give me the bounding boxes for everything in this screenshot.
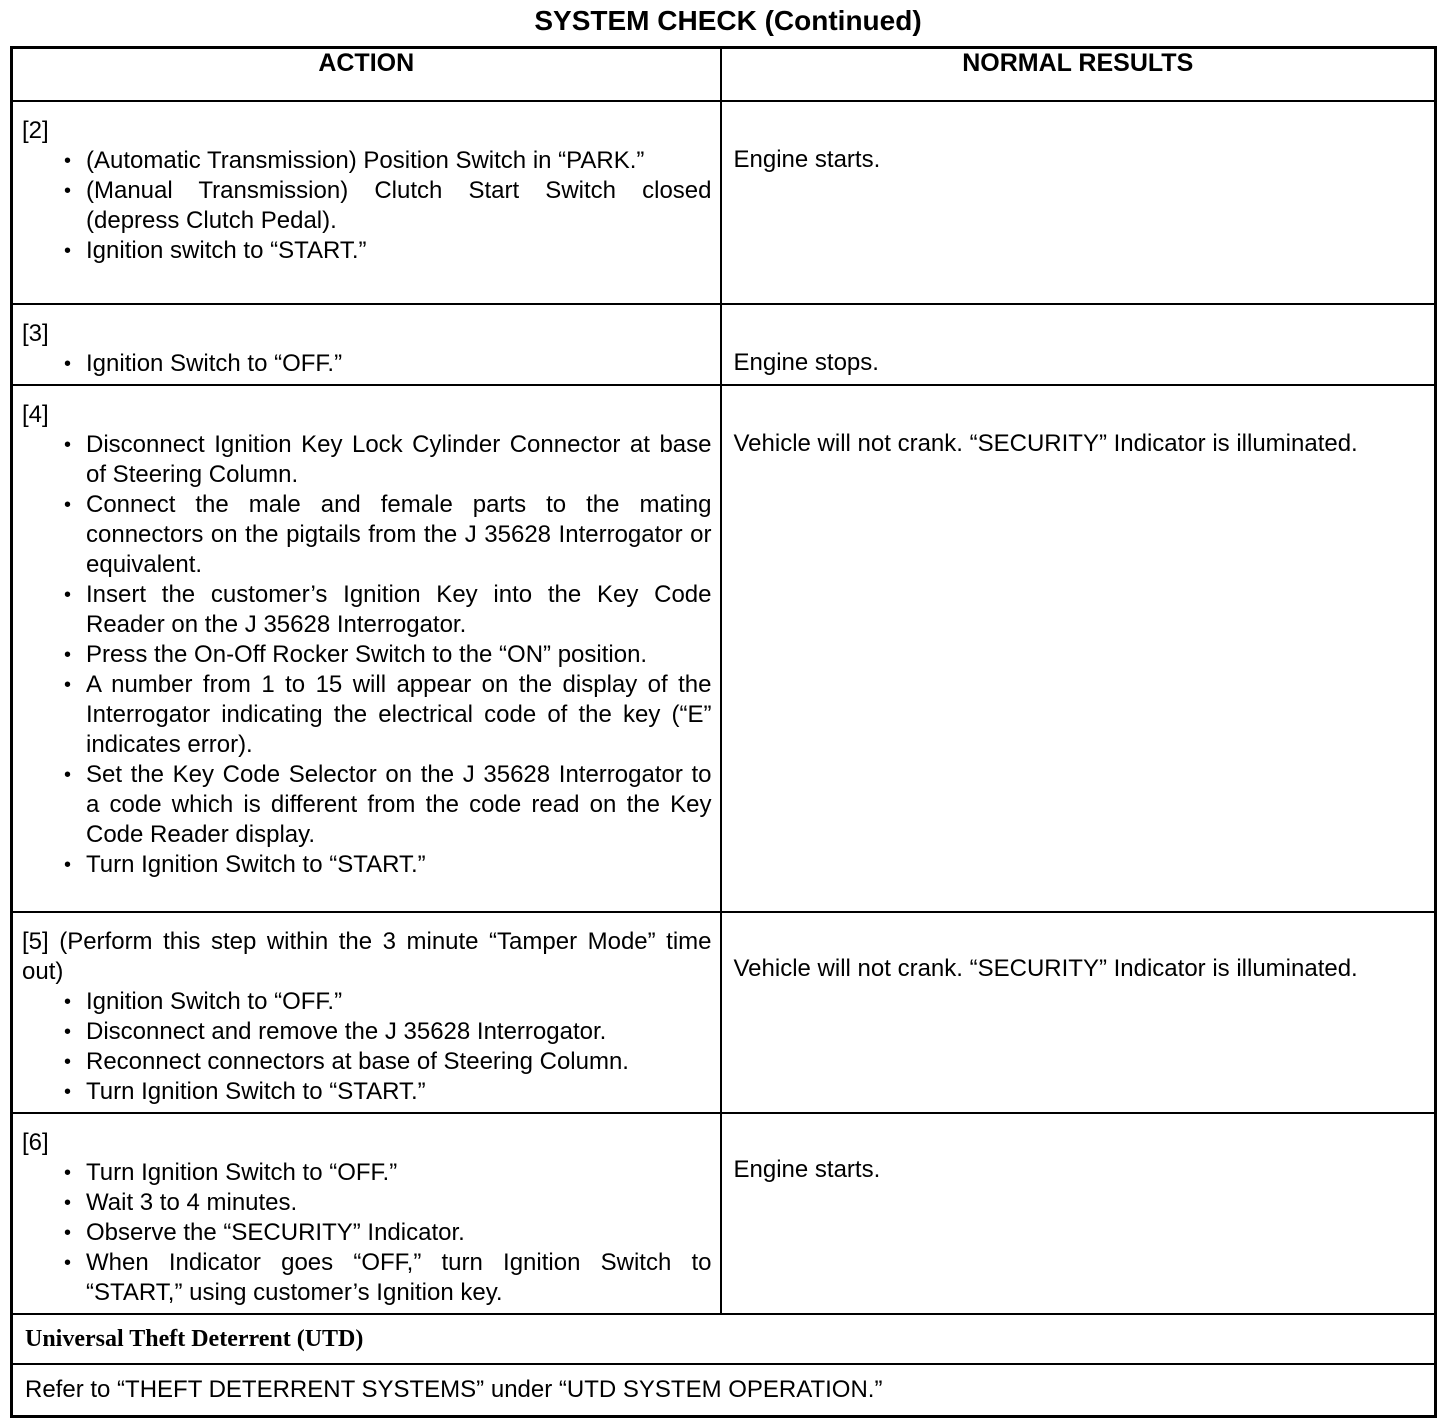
step-label: [6] bbox=[22, 1129, 49, 1156]
list-item: • Observe the “SECURITY” Indicator. bbox=[64, 1218, 712, 1248]
step-label: [2] bbox=[22, 117, 49, 144]
step-label: [3] bbox=[22, 320, 49, 347]
action-column-header: ACTION bbox=[12, 48, 721, 102]
action-cell bbox=[12, 304, 721, 385]
list-item: • Turn Ignition Switch to “OFF.” bbox=[64, 1158, 712, 1188]
utd-text-row bbox=[12, 1364, 1436, 1417]
list-item: • Disconnect and remove the J 35628 Interrogator. bbox=[64, 1017, 712, 1047]
result-text: Vehicle will not crank. “SECURITY” Indicator is illuminated. bbox=[733, 430, 1358, 457]
action-list bbox=[22, 430, 712, 880]
action-cell bbox=[12, 912, 721, 1113]
list-item: • Set the Key Code Selector on the J 35628 Interrogator to a code which is different from the code read on the Key Code Reader display. bbox=[64, 760, 712, 850]
action-cell bbox=[12, 1113, 721, 1314]
list-item: • A number from 1 to 15 will appear on the display of the Interrogator indicating the electrical code of the key (“E” indicates error). bbox=[64, 670, 712, 760]
list-item: • When Indicator goes “OFF,” turn Ignition Switch to “START,” using customer’s Ignition key. bbox=[64, 1248, 712, 1308]
result-text: Vehicle will not crank. “SECURITY” Indicator is illuminated. bbox=[733, 955, 1358, 982]
system-check-table bbox=[10, 46, 1437, 1418]
list-item: • Turn Ignition Switch to “START.” bbox=[64, 1077, 712, 1107]
result-cell bbox=[721, 912, 1436, 1113]
table-row bbox=[12, 304, 1436, 385]
result-text: Engine starts. bbox=[733, 1156, 881, 1183]
action-list bbox=[22, 349, 712, 379]
normal-results-column-header: NORMAL RESULTS bbox=[721, 48, 1436, 102]
table-row bbox=[12, 912, 1436, 1113]
list-item: • Reconnect connectors at base of Steering Column. bbox=[64, 1047, 712, 1077]
result-cell bbox=[721, 1113, 1436, 1314]
step-label: [5] (Perform this step within the 3 minute “Tamper Mode” time out) bbox=[22, 928, 712, 985]
page-title: SYSTEM CHECK (Continued) bbox=[534, 5, 922, 36]
table-row bbox=[12, 1113, 1436, 1314]
result-cell bbox=[721, 101, 1436, 304]
list-item: • Disconnect Ignition Key Lock Cylinder Connector at base of Steering Column. bbox=[64, 430, 712, 490]
list-item: • Ignition Switch to “OFF.” bbox=[64, 349, 712, 379]
action-cell bbox=[12, 101, 721, 304]
result-cell bbox=[721, 304, 1436, 385]
table-row bbox=[12, 385, 1436, 912]
list-item: • Wait 3 to 4 minutes. bbox=[64, 1188, 712, 1218]
action-cell bbox=[12, 385, 721, 912]
action-list bbox=[22, 987, 712, 1107]
result-cell bbox=[721, 385, 1436, 912]
result-text: Engine starts. bbox=[733, 146, 881, 173]
action-list bbox=[22, 146, 712, 266]
utd-reference-text: Refer to “THEFT DETERRENT SYSTEMS” under “UTD SYSTEM OPERATION.” bbox=[12, 1364, 1436, 1417]
list-item: • Turn Ignition Switch to “START.” bbox=[64, 850, 712, 880]
list-item: • Ignition Switch to “OFF.” bbox=[64, 987, 712, 1017]
table-row bbox=[12, 101, 1436, 304]
list-item: • Ignition switch to “START.” bbox=[64, 236, 712, 266]
list-item: • Press the On-Off Rocker Switch to the “ON” position. bbox=[64, 640, 712, 670]
table-header-row bbox=[12, 48, 1436, 102]
list-item: • Insert the customer’s Ignition Key into the Key Code Reader on the J 35628 Interrogator. bbox=[64, 580, 712, 640]
list-item: • (Manual Transmission) Clutch Start Switch closed (depress Clutch Pedal). bbox=[64, 176, 712, 236]
utd-heading-row bbox=[12, 1314, 1436, 1364]
list-item: • Connect the male and female parts to the mating connectors on the pigtails from the J 35628 Interrogator or equivalent. bbox=[64, 490, 712, 580]
list-item: • (Automatic Transmission) Position Switch in “PARK.” bbox=[64, 146, 712, 176]
step-label: [4] bbox=[22, 401, 49, 428]
utd-heading: Universal Theft Deterrent (UTD) bbox=[12, 1314, 1436, 1364]
result-text: Engine stops. bbox=[733, 349, 879, 376]
action-list bbox=[22, 1158, 712, 1308]
